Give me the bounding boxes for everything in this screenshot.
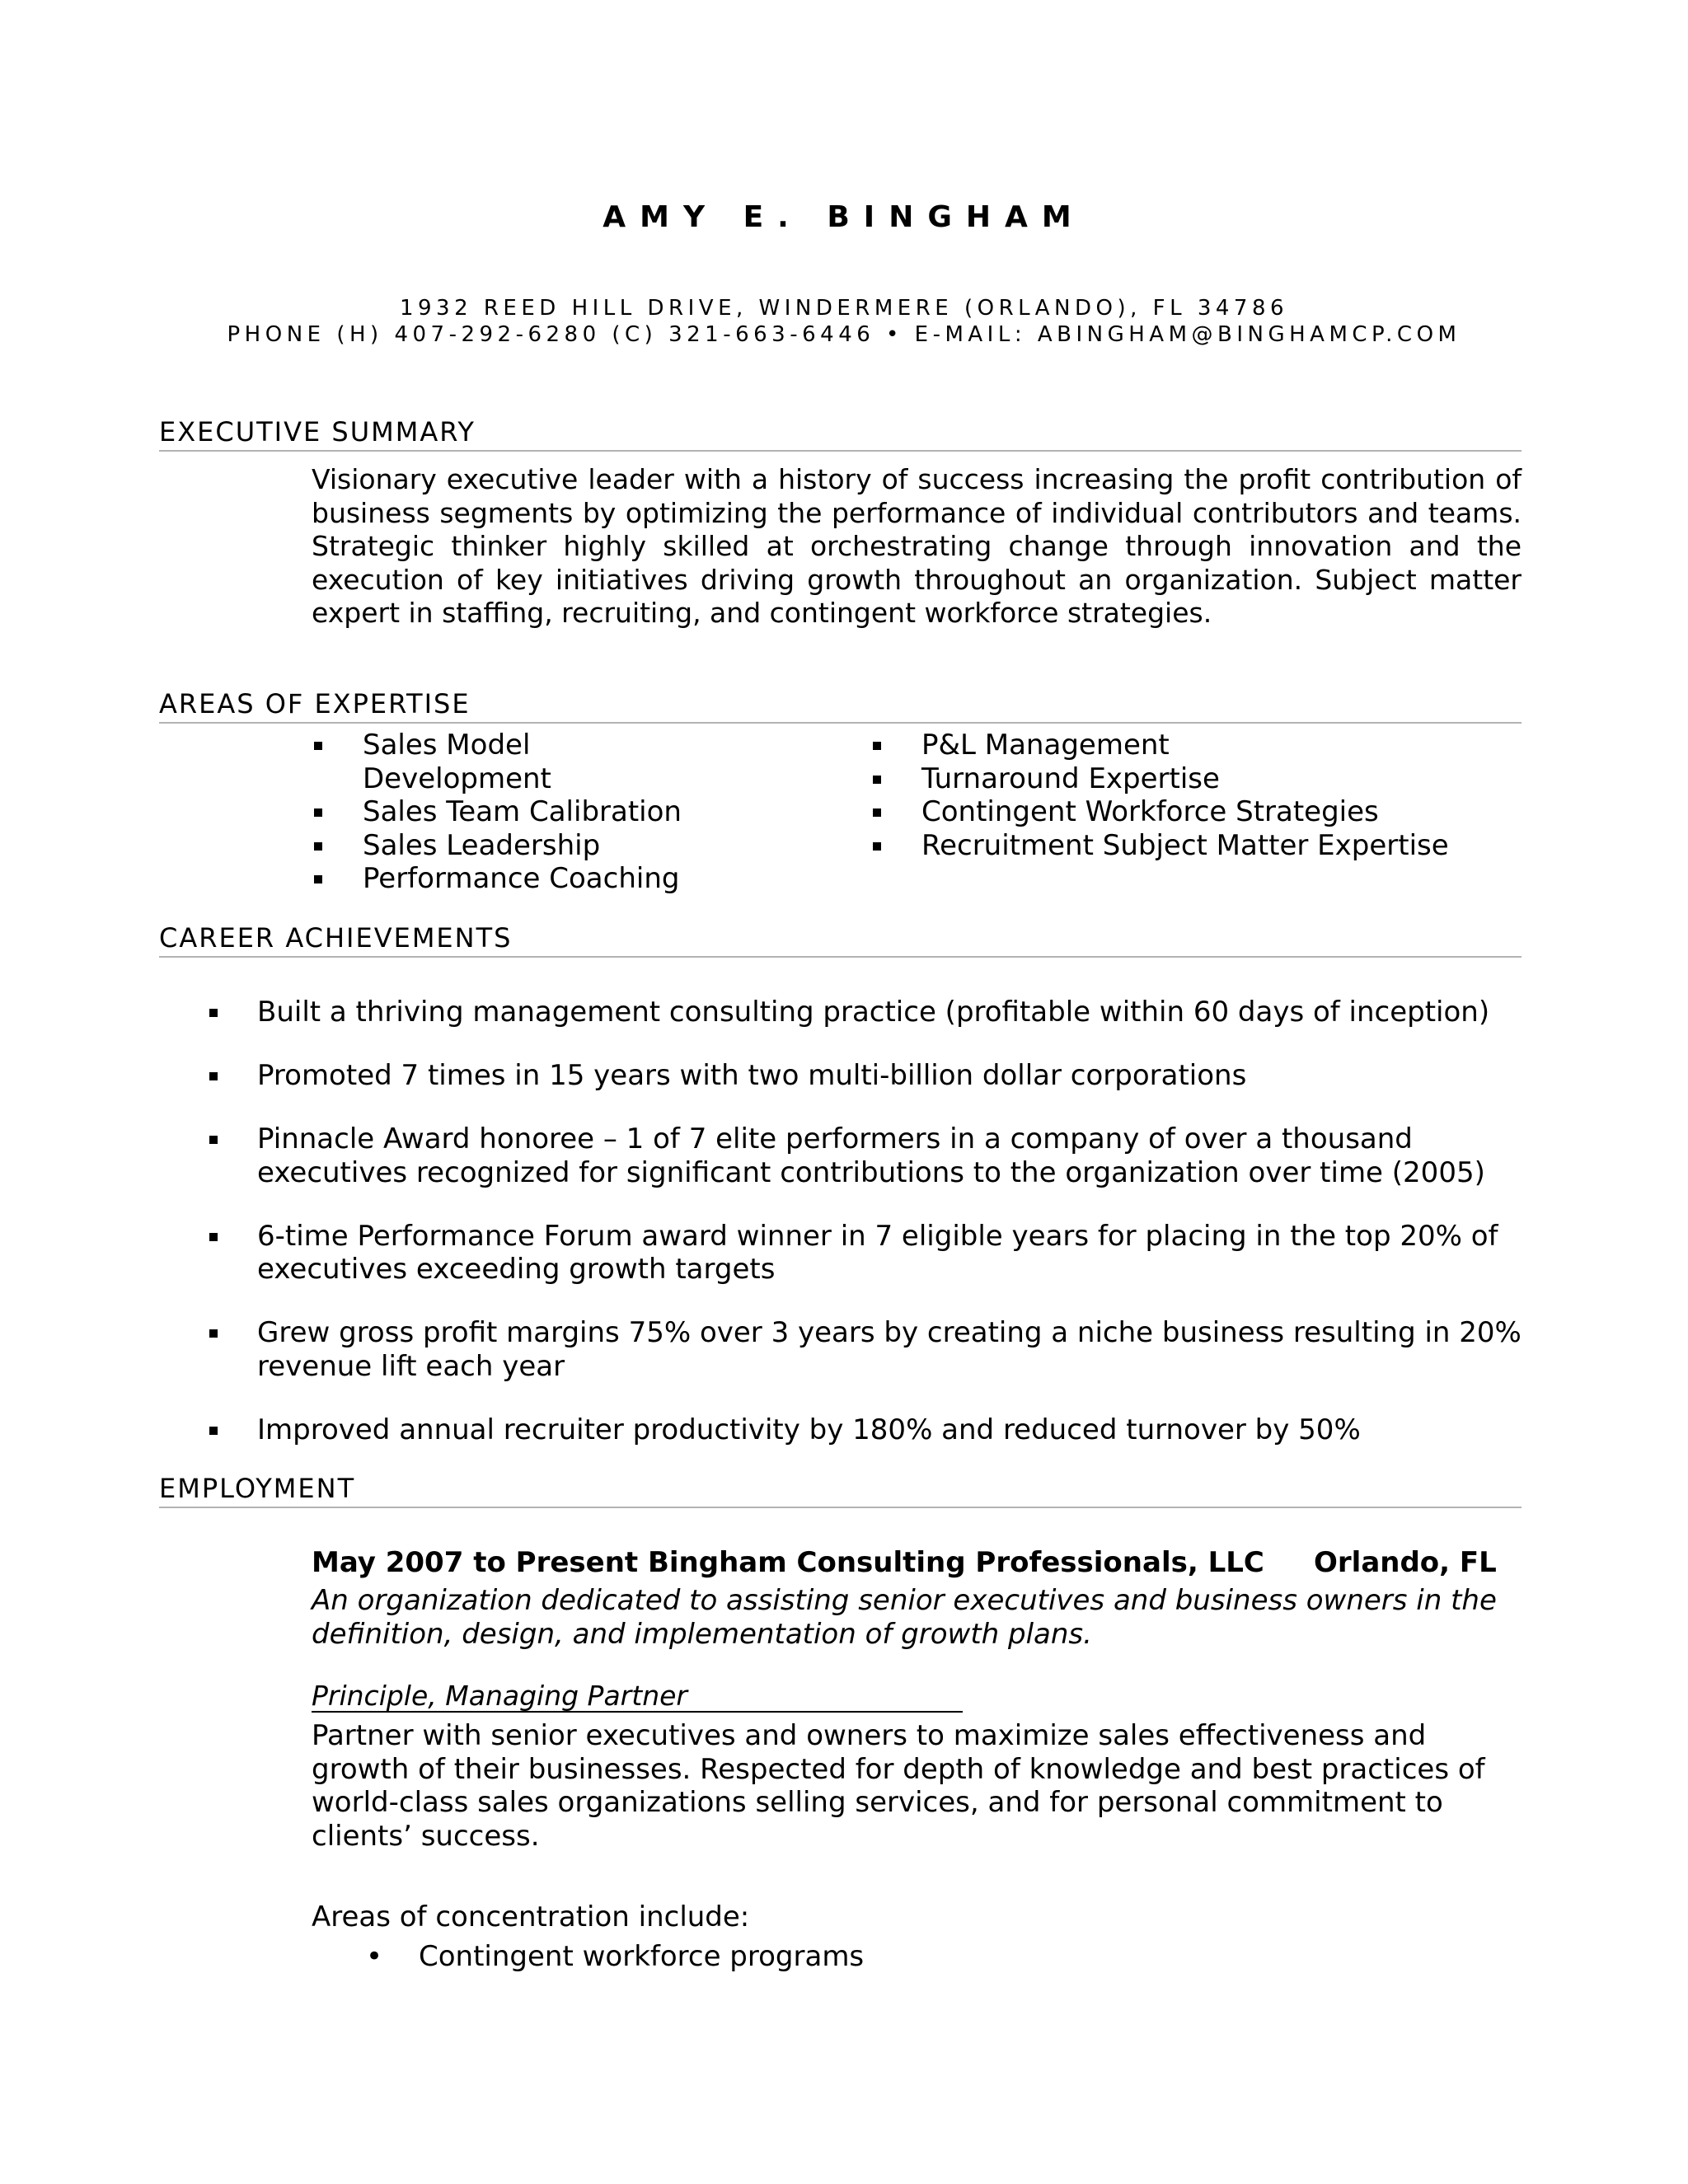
executive-summary-heading: EXECUTIVE SUMMARY [159, 415, 1522, 452]
expertise-list-left [312, 729, 691, 896]
list-item: Promoted 7 times in 15 years with two multi-billion dollar corporations [208, 1059, 1526, 1093]
career-achievements-heading: CAREER ACHIEVEMENTS [159, 921, 1522, 958]
list-item: • Contingent workforce programs [312, 1940, 1465, 1973]
address-line: 1932 REED HILL DRIVE, WINDERMERE (ORLANDO), FL 34786 [399, 296, 1289, 321]
job-location: Orlando, FL [1314, 1546, 1497, 1579]
list-item: Built a thriving management consulting practice (profitable within 60 days of inception) [208, 996, 1526, 1029]
candidate-name: AMY E. BINGHAM [603, 200, 1085, 234]
expertise-list-right [870, 729, 1497, 862]
job-header [312, 1546, 1523, 1579]
list-item: 6-time Performance Forum award winner in 7 eligible years for placing in the top 20% of executives exceeding growth targets [208, 1220, 1526, 1286]
list-item: Improved annual recruiter productivity by 180% and reduced turnover by 50% [208, 1413, 1526, 1447]
list-item: Sales Leadership [312, 829, 691, 863]
list-item: Performance Coaching [312, 862, 691, 896]
employment-heading: EMPLOYMENT [159, 1472, 1522, 1508]
list-item: Contingent Workforce Strategies [870, 795, 1497, 829]
company-description: An organization dedicated to assisting senior executives and business owners in the definition, design, and implementation of growth plans. [312, 1584, 1497, 1651]
phone-email-line: PHONE (H) 407-292-6280 (C) 321-663-6446 • E-MAIL: ABINGHAM@BINGHAMCP.COM [227, 322, 1461, 347]
list-item: Sales Model Development [312, 729, 691, 795]
areas-of-expertise-heading: AREAS OF EXPERTISE [159, 687, 1522, 724]
list-item: Grew gross profit margins 75% over 3 years by creating a niche business resulting in 20% revenue lift each year [208, 1316, 1526, 1383]
job-dates-company: May 2007 to Present Bingham Consulting Professionals, LLC [312, 1546, 1264, 1579]
achievements-list [208, 996, 1526, 1477]
list-item: Turnaround Expertise [870, 762, 1497, 796]
concentration-intro: Areas of concentration include: [312, 1900, 750, 1933]
list-item: Recruitment Subject Matter Expertise [870, 829, 1497, 863]
list-item: P&L Management [870, 729, 1497, 762]
list-item: Pinnacle Award honoree – 1 of 7 elite performers in a company of over a thousand executives recognized for significant contributions to the organization over time (2005) [208, 1122, 1526, 1189]
concentration-list [312, 1940, 1465, 1973]
list-item: Sales Team Calibration [312, 795, 691, 829]
role-description: Partner with senior executives and owners to maximize sales effectiveness and growth of their businesses. Respected for depth of knowledge and best practices of world-class sales organizations selling services, and for personal commitment to clients’ success. [312, 1719, 1485, 1853]
executive-summary-text: Visionary executive leader with a history of success increasing the profit contribution of business segments by optimizing the performance of individual contributors and teams. Strategic thinker highly skilled at orchestrating change through innovation and the execution of key initiatives driving growth throughout an organization. Subject matter expert in staffing, recruiting, and contingent workforce strategies. [312, 463, 1522, 629]
job-role-title: Principle, Managing Partner [312, 1680, 963, 1713]
